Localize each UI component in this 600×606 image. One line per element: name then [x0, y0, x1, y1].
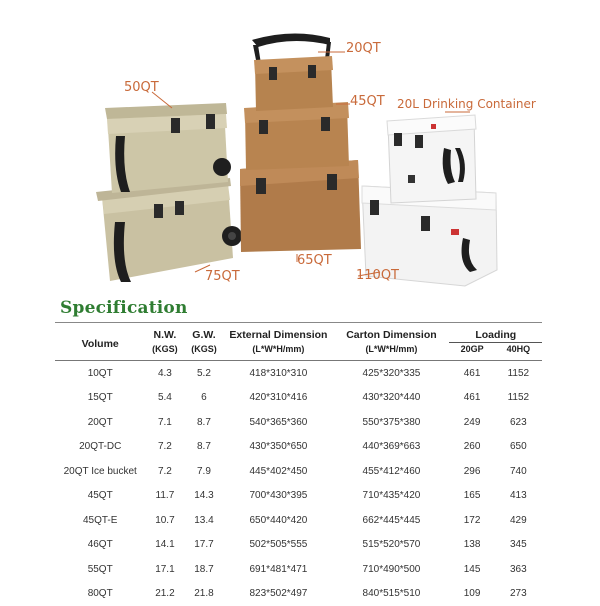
cell-nw: 21.2 [145, 582, 184, 606]
cell-gw: 6 [184, 386, 223, 411]
tan-cooler-50qt [105, 103, 231, 193]
white-drinking-container [387, 115, 476, 203]
cell-loading-20gp: 165 [449, 484, 494, 509]
spec-table [55, 322, 542, 606]
cell-gw: 14.3 [184, 484, 223, 509]
cell-volume: 55QT [55, 557, 145, 582]
tan-cooler-75qt [96, 178, 242, 282]
header-nw-unit: (KGS) [145, 343, 184, 361]
brown-cooler-20qt [252, 33, 333, 111]
cell-volume: 10QT [55, 361, 145, 386]
callout-45qt: 45QT [350, 94, 385, 109]
cell-volume: 20QT Ice bucket [55, 459, 145, 484]
callout-110qt: 110QT [356, 268, 399, 283]
cell-nw: 7.2 [145, 435, 184, 460]
header-40hq: 40HQ [495, 343, 542, 361]
header-volume: Volume [55, 323, 145, 361]
cell-gw: 21.8 [184, 582, 223, 606]
table-row [55, 459, 542, 484]
header-carton-dimension: Carton Dimension [333, 323, 449, 343]
spec-table-body [55, 361, 542, 606]
cell-external-dimension: 430*350*650 [223, 435, 333, 460]
cell-gw: 13.4 [184, 508, 223, 533]
header-external-dimension: External Dimension [223, 323, 333, 343]
table-row [55, 582, 542, 606]
brown-cooler-65qt [240, 160, 361, 252]
brown-cooler-45qt [244, 102, 349, 170]
cell-nw: 5.4 [145, 386, 184, 411]
cell-carton-dimension: 425*320*335 [333, 361, 449, 386]
cell-external-dimension: 540*365*360 [223, 410, 333, 435]
callout-65qt: 65QT [297, 253, 332, 268]
cell-gw: 18.7 [184, 557, 223, 582]
cell-loading-20gp: 249 [449, 410, 494, 435]
header-20gp: 20GP [449, 343, 494, 361]
table-row [55, 435, 542, 460]
cell-external-dimension: 445*402*450 [223, 459, 333, 484]
cell-carton-dimension: 515*520*570 [333, 533, 449, 558]
cell-nw: 11.7 [145, 484, 184, 509]
cell-carton-dimension: 710*435*420 [333, 484, 449, 509]
cell-nw: 14.1 [145, 533, 184, 558]
cell-loading-40hq: 1152 [495, 386, 542, 411]
header-gw: G.W. [184, 323, 223, 343]
cell-gw: 8.7 [184, 435, 223, 460]
cell-external-dimension: 502*505*555 [223, 533, 333, 558]
cell-volume: 45QT-E [55, 508, 145, 533]
header-ctn-unit: (L*W*H/mm) [333, 343, 449, 361]
cell-external-dimension: 823*502*497 [223, 582, 333, 606]
cell-gw: 5.2 [184, 361, 223, 386]
table-row [55, 361, 542, 386]
cell-external-dimension: 691*481*471 [223, 557, 333, 582]
table-row [55, 508, 542, 533]
cell-loading-20gp: 172 [449, 508, 494, 533]
spec-table-header [55, 323, 542, 361]
cell-loading-40hq: 363 [495, 557, 542, 582]
table-row [55, 533, 542, 558]
cell-carton-dimension: 550*375*380 [333, 410, 449, 435]
callout-20qt: 20QT [346, 41, 381, 56]
cell-loading-40hq: 740 [495, 459, 542, 484]
cell-carton-dimension: 840*515*510 [333, 582, 449, 606]
cell-external-dimension: 418*310*310 [223, 361, 333, 386]
cell-loading-20gp: 461 [449, 386, 494, 411]
cell-nw: 4.3 [145, 361, 184, 386]
cell-external-dimension: 420*310*416 [223, 386, 333, 411]
cell-volume: 20QT-DC [55, 435, 145, 460]
cell-loading-40hq: 273 [495, 582, 542, 606]
table-row [55, 410, 542, 435]
callout-20l-drinking-container: 20L Drinking Container [397, 97, 536, 111]
table-row [55, 484, 542, 509]
cell-gw: 17.7 [184, 533, 223, 558]
header-loading: Loading [449, 323, 542, 343]
cell-volume: 80QT [55, 582, 145, 606]
header-nw: N.W. [145, 323, 184, 343]
cell-carton-dimension: 710*490*500 [333, 557, 449, 582]
cell-loading-40hq: 429 [495, 508, 542, 533]
cell-loading-20gp: 109 [449, 582, 494, 606]
header-gw-unit: (KGS) [184, 343, 223, 361]
cell-carton-dimension: 430*320*440 [333, 386, 449, 411]
cell-gw: 8.7 [184, 410, 223, 435]
cell-loading-40hq: 650 [495, 435, 542, 460]
cell-loading-20gp: 145 [449, 557, 494, 582]
cell-nw: 10.7 [145, 508, 184, 533]
cell-carton-dimension: 662*445*445 [333, 508, 449, 533]
callout-75qt: 75QT [205, 269, 240, 284]
cell-external-dimension: 650*440*420 [223, 508, 333, 533]
cell-volume: 45QT [55, 484, 145, 509]
cell-volume: 20QT [55, 410, 145, 435]
cell-loading-20gp: 260 [449, 435, 494, 460]
cell-external-dimension: 700*430*395 [223, 484, 333, 509]
cell-loading-20gp: 461 [449, 361, 494, 386]
cell-gw: 7.9 [184, 459, 223, 484]
spec-title: Specification [60, 298, 188, 318]
cell-loading-20gp: 138 [449, 533, 494, 558]
product-photo [0, 0, 600, 295]
cell-nw: 7.2 [145, 459, 184, 484]
cell-loading-40hq: 623 [495, 410, 542, 435]
table-row [55, 386, 542, 411]
cell-loading-40hq: 345 [495, 533, 542, 558]
cell-carton-dimension: 440*369*663 [333, 435, 449, 460]
callout-50qt: 50QT [124, 80, 159, 95]
cell-volume: 15QT [55, 386, 145, 411]
cell-nw: 17.1 [145, 557, 184, 582]
cell-nw: 7.1 [145, 410, 184, 435]
header-ext-unit: (L*W*H/mm) [223, 343, 333, 361]
cell-loading-40hq: 1152 [495, 361, 542, 386]
cell-carton-dimension: 455*412*460 [333, 459, 449, 484]
cell-loading-20gp: 296 [449, 459, 494, 484]
cell-volume: 46QT [55, 533, 145, 558]
table-row [55, 557, 542, 582]
cell-loading-40hq: 413 [495, 484, 542, 509]
